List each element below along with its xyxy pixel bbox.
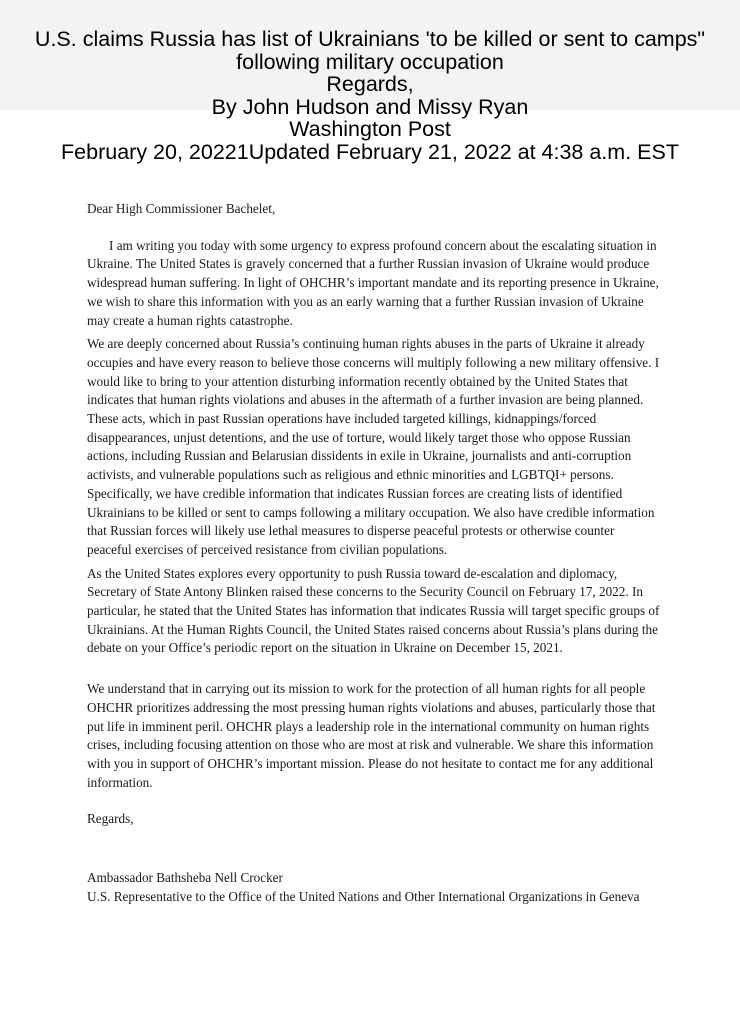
article-header xyxy=(0,28,740,163)
header-regards: Regards, xyxy=(326,72,414,96)
dateline: February 20, 20221Updated February 21, 2022 at 4:38 a.m. EST xyxy=(61,139,679,164)
letter-paragraph-2: We are deeply concerned about Russia’s continuing human rights abuses in the parts of Ukraine it already occupies and have every reason to believe those concerns will multiply following a new military offensive. I would like to bring to your attention disturbing information recently obtained by the United States that indicates that human rights violations and abuses in the aftermath of a further invasion are being planned. These acts, which in past Russian operations have included targeted killings, kidnappings/forced disappearances, unjust detentions, and the use of torture, would likely target those who oppose Russian actions, including Russian and Belarusian dissidents in exile in Ukraine, journalists and anti-corruption activists, and vulnerable populations such as religious and ethnic minorities and LGBTQI+ persons. Specifically, we have credible information that indicates Russian forces are creating lists of identified Ukrainians to be killed or sent to camps following a military occupation. We also have credible information that Russian forces will likely use lethal measures to disperse peaceful protests or otherwise counter peaceful exercises of perceived resistance from civilian populations. xyxy=(87,336,660,557)
letter-paragraph-4: We understand that in carrying out its mission to work for the protection of all human rights for all people OHCHR prioritizes addressing the most pressing human rights violations and abuses, particularly those that put life in imminent peril. OHCHR plays a leadership role in the international community on human rights crises, including focusing attention on those who are most at risk and vulnerable. We share this information with you in support of OHCHR’s important mission. Please do not hesitate to contact me for any additional information. xyxy=(87,681,656,790)
byline: By John Hudson and Missy Ryan xyxy=(211,94,529,119)
letter-paragraph-3: As the United States explores every opportunity to push Russia toward de-escalation and diplomacy, Secretary of State Antony Blinken raised these concerns to the Security Council on February 17, 2022. In particular, he stated that the United States has information that indicates Russia will target specific groups of Ukrainians. At the Human Rights Council, the United States raised concerns about Russia’s plans during the debate on your Office’s periodic report on the situation in Ukraine on December 15, 2021. xyxy=(87,565,660,656)
letter-closing: Regards, xyxy=(87,811,134,827)
signatory-name: Ambassador Bathsheba Nell Crocker xyxy=(87,870,283,886)
headline-line-1: U.S. claims Russia has list of Ukrainians 'to be killed or sent to camps" xyxy=(34,27,706,51)
headline-line-2: following military occupation xyxy=(236,49,504,74)
letter-paragraph-1: I am writing you today with some urgency to express profound concern about the escalating situation in Ukraine. The United States is gravely concerned that a further Russian invasion of Ukraine would produce widespread human suffering. In light of OHCHR’s important mandate and its reporting presence in Ukraine, we wish to share this information with you as an early warning that a further Russian invasion of Ukraine may create a human rights catastrophe. xyxy=(87,237,659,328)
letter-salutation: Dear High Commissioner Bachelet, xyxy=(87,201,276,216)
letter-body xyxy=(87,200,662,907)
signatory-title: U.S. Representative to the Office of the United Nations and Other International Organizations in Geneva xyxy=(87,888,640,904)
publication-name: Washington Post xyxy=(289,117,451,141)
